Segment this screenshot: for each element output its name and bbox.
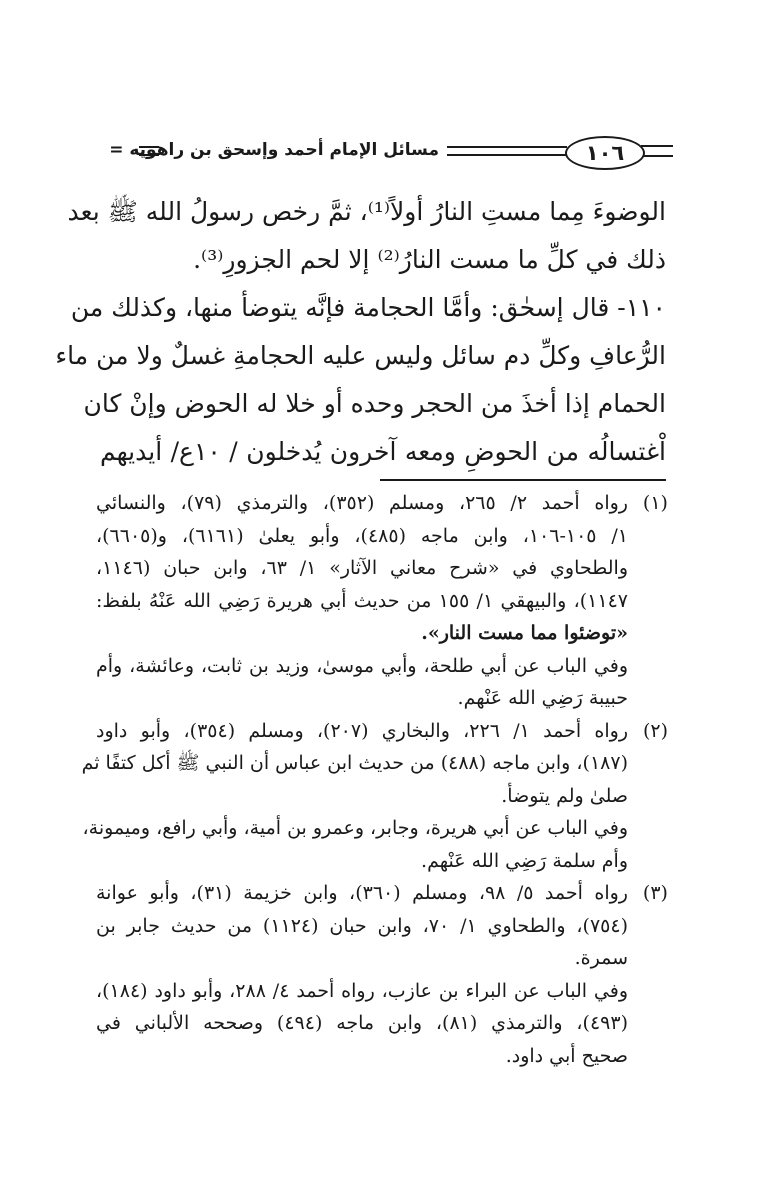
main-text: [55, 188, 666, 476]
header-rule: [447, 146, 567, 156]
footnote-line: وفي الباب عن أبي هريرة، وجابر، وعمرو بن أمية، وأبي رافع، وميمونة،: [82, 817, 628, 839]
footnote-line: «توضئوا مما مست النار».: [421, 622, 628, 644]
footnote-number: (٣): [642, 882, 668, 904]
footnote-separator: [380, 479, 666, 481]
footnote-line: (٣)رواه أحمد ٥/ ٩٨، ومسلم (٣٦٠)، وابن خزيمة (٣١)، وأبو عوانة: [96, 877, 668, 910]
footnote-number: (١): [642, 492, 668, 514]
header-ornament: [641, 145, 673, 157]
footnote-line: (١)رواه أحمد ٢/ ٢٦٥، ومسلم (٣٥٢)، والترمذي (٧٩)، والنسائي: [96, 487, 668, 520]
footnote-line: (١٨٧)، وابن ماجه (٤٨٨) من حديث ابن عباس أن النبي ﷺ أكل كتفًا ثم: [81, 752, 628, 774]
footnote-number: (٢): [642, 719, 668, 742]
footnote-line: حبيبة رَضِي الله عَنْهم.: [457, 687, 628, 709]
footnote-line: وفي الباب عن البراء بن عازب، رواه أحمد ٤/ ٢٨٨، وأبو داود (١٨٤)،: [96, 979, 628, 1002]
footnote-line: (٢)رواه أحمد ١/ ٢٢٦، والبخاري (٢٠٧)، ومسلم (٣٥٤)، وأبو داود: [96, 715, 668, 748]
footnote-line: (٤٩٣)، والترمذي (٨١)، وابن ماجه (٤٩٤) وصححه الألباني في: [96, 1012, 628, 1034]
footnote-line: ١/ ١٠٥-١٠٦، وابن ماجه (٤٨٥)، وأبو يعلىٰ (٦١٦١)، و(٦٦٠٥)،: [96, 524, 628, 547]
footnote-line: ١١٤٧)، والبيهقي ١/ ١٥٥ من حديث أبي هريرة رَضِي الله عَنْهُ بلفظ:: [96, 589, 628, 612]
footnote-line: صحيح أبي داود.: [505, 1044, 628, 1067]
footnotes: [81, 487, 668, 1072]
main-line: اْغتسالُه من الحوضِ ومعه آخرون يُدخلون / ١٠ع/ أيديهم: [100, 437, 666, 466]
page-number: ١٠٦: [565, 136, 645, 170]
main-line: ذلك في كلِّ ما مست النارُ⁽²⁾ إلا لحم الجزورِ⁽³⁾.: [193, 245, 666, 274]
footnote-line: وفي الباب عن أبي طلحة، وأبي موسىٰ، وزيد بن ثابت، وعائشة، وأم: [96, 654, 628, 677]
running-header: [95, 134, 673, 176]
footnote-line: والطحاوي في «شرح معاني الآثار» ١/ ٦٣، وابن حبان (١١٤٦،: [96, 557, 628, 579]
footnote-line: صلىٰ ولم يتوضأ.: [501, 784, 628, 807]
footnote-line: (٧٥٤)، والطحاوي ١/ ٧٠، وابن حبان (١١٢٤) من حديث جابر بن: [96, 914, 628, 937]
footnote-line: سمرة.: [574, 947, 628, 969]
footnote-line: وأم سلمة رَضِي الله عَنْهم.: [421, 849, 628, 872]
main-line: ١١٠- قال إسحٰق: وأمَّا الحجامة فإنَّه يتوضأ منها، وكذلك من: [70, 293, 666, 322]
main-line: الرُّعافِ وكلِّ دم سائل وليس عليه الحجامةِ غسلٌ ولا من ماء: [55, 341, 666, 370]
header-rule: [139, 146, 159, 156]
main-line: الوضوءَ مِما مستِ النارُ أولاً⁽¹⁾، ثمَّ رخص رسولُ الله ﷺ بعد: [67, 197, 666, 226]
main-line: الحمام إذا أخذَ من الحجر وحده أو خلا له الحوض وإنْ كان: [83, 389, 666, 418]
header-title: مسائل الإمام أحمد وإسحق بن راهويه =: [109, 140, 439, 160]
